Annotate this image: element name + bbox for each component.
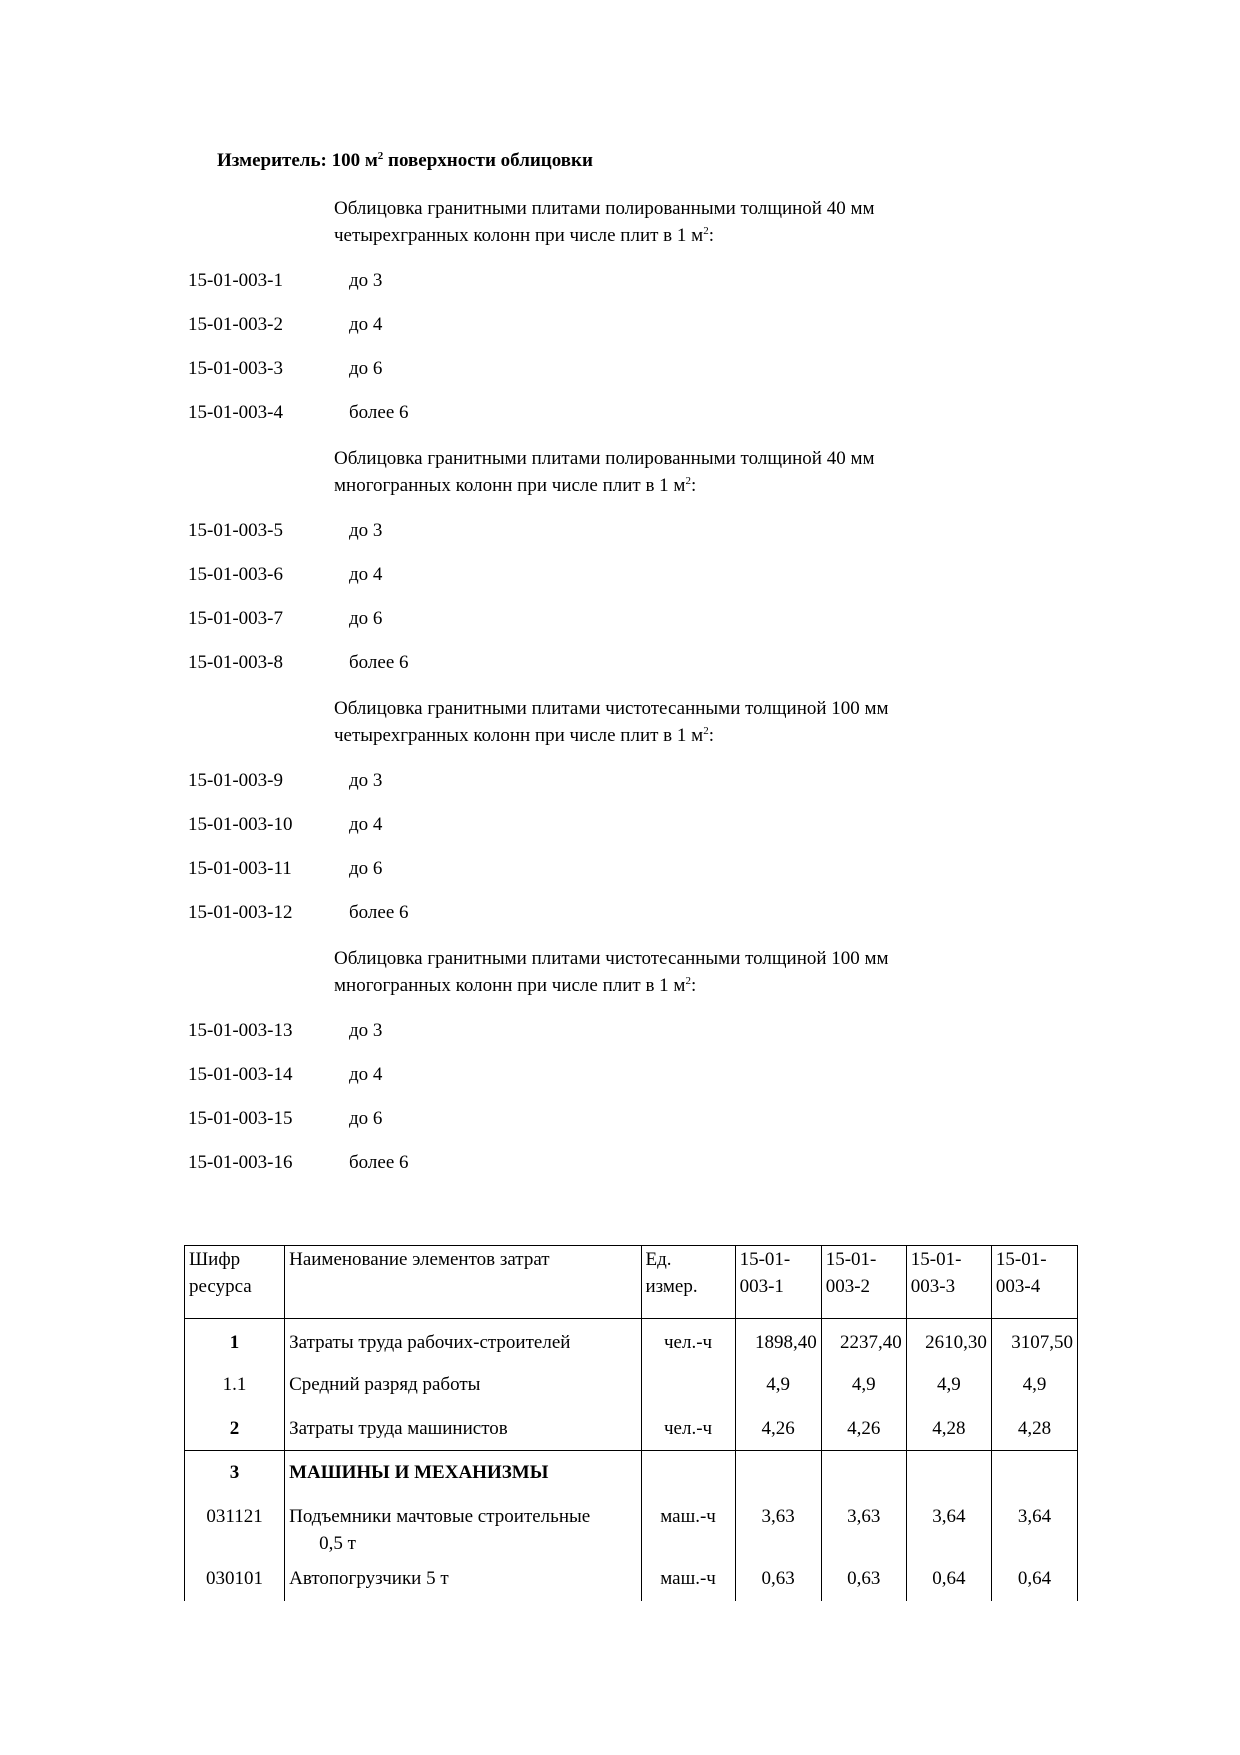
row-name: Автопогрузчики 5 т bbox=[285, 1557, 641, 1601]
item-label: до 6 bbox=[349, 358, 383, 379]
item-label: более 6 bbox=[349, 1152, 409, 1173]
row-unit bbox=[641, 1363, 735, 1407]
item-code: 15-01-003-13 bbox=[188, 1020, 293, 1041]
row-unit: чел.-ч bbox=[641, 1319, 735, 1363]
row-name: Затраты труда машинистов bbox=[285, 1407, 641, 1451]
item-label: до 4 bbox=[349, 814, 383, 835]
item-label: более 6 bbox=[349, 402, 409, 423]
group-title: Облицовка гранитными плитами полированными толщиной 40 мм многогранных колонн при числе плит в 1 $м^2$: bbox=[334, 448, 875, 496]
row-value: 4,26 bbox=[735, 1407, 821, 1451]
header-code: Шифр ресурса bbox=[185, 1246, 285, 1319]
item-code: 15-01-003-2 bbox=[188, 314, 283, 335]
row-value: 4,28 bbox=[906, 1407, 991, 1451]
row-code: 030101 bbox=[185, 1557, 285, 1601]
row-code: 3 bbox=[185, 1451, 285, 1495]
table-row bbox=[185, 1363, 1078, 1407]
row-value bbox=[991, 1451, 1077, 1495]
item-label: более 6 bbox=[349, 652, 409, 673]
item-label: до 3 bbox=[349, 520, 383, 541]
group-title: Облицовка гранитными плитами чистотесанными толщиной 100 мм четырехгранных колонн при числе плит в 1 $м^2$: bbox=[334, 698, 889, 746]
row-unit: чел.-ч bbox=[641, 1407, 735, 1451]
table-header-row bbox=[185, 1246, 1078, 1319]
table-row bbox=[185, 1557, 1078, 1601]
table-row bbox=[185, 1451, 1078, 1495]
row-value bbox=[735, 1451, 821, 1495]
table-row bbox=[185, 1319, 1078, 1363]
item-code: 15-01-003-15 bbox=[188, 1108, 293, 1129]
row-value: 4,28 bbox=[991, 1407, 1077, 1451]
item-code: 15-01-003-12 bbox=[188, 902, 293, 923]
row-name: Подъемники мачтовые строительные 0,5 т bbox=[285, 1495, 641, 1557]
row-value: 0,64 bbox=[991, 1557, 1077, 1601]
row-value: 0,63 bbox=[821, 1557, 906, 1601]
row-value: 2610,30 bbox=[906, 1319, 991, 1363]
row-value: 4,9 bbox=[821, 1363, 906, 1407]
row-value: 3107,50 bbox=[991, 1319, 1077, 1363]
item-code: 15-01-003-10 bbox=[188, 814, 293, 835]
item-code: 15-01-003-16 bbox=[188, 1152, 293, 1173]
row-value: 4,26 bbox=[821, 1407, 906, 1451]
header-col-4: 15-01- 003-4 bbox=[991, 1246, 1077, 1319]
row-value: 3,63 bbox=[735, 1495, 821, 1557]
item-label: более 6 bbox=[349, 902, 409, 923]
item-label: до 3 bbox=[349, 270, 383, 291]
header-col-2: 15-01- 003-2 bbox=[821, 1246, 906, 1319]
item-label: до 4 bbox=[349, 564, 383, 585]
row-unit: маш.-ч bbox=[641, 1495, 735, 1557]
item-code: 15-01-003-7 bbox=[188, 608, 283, 629]
item-code: 15-01-003-11 bbox=[188, 858, 292, 879]
row-code: 1 bbox=[185, 1319, 285, 1363]
row-name: МАШИНЫ И МЕХАНИЗМЫ bbox=[285, 1451, 641, 1495]
row-unit bbox=[641, 1451, 735, 1495]
row-value: 0,64 bbox=[906, 1557, 991, 1601]
measure-unit: Измеритель: 100 $м^2$ поверхности облицовки bbox=[217, 150, 593, 171]
item-label: до 4 bbox=[349, 1064, 383, 1085]
item-code: 15-01-003-3 bbox=[188, 358, 283, 379]
header-col-3: 15-01- 003-3 bbox=[906, 1246, 991, 1319]
row-value: 2237,40 bbox=[821, 1319, 906, 1363]
item-label: до 6 bbox=[349, 858, 383, 879]
item-label: до 6 bbox=[349, 608, 383, 629]
header-col-1: 15-01- 003-1 bbox=[735, 1246, 821, 1319]
item-label: до 3 bbox=[349, 770, 383, 791]
item-label: до 3 bbox=[349, 1020, 383, 1041]
item-code: 15-01-003-1 bbox=[188, 270, 283, 291]
item-code: 15-01-003-4 bbox=[188, 402, 283, 423]
item-code: 15-01-003-8 bbox=[188, 652, 283, 673]
item-code: 15-01-003-9 bbox=[188, 770, 283, 791]
table-row bbox=[185, 1495, 1078, 1557]
item-label: до 4 bbox=[349, 314, 383, 335]
item-code: 15-01-003-14 bbox=[188, 1064, 293, 1085]
group-title: Облицовка гранитными плитами чистотесанными толщиной 100 мм многогранных колонн при числе плит в 1 $м^2$: bbox=[334, 948, 889, 996]
row-value: 0,63 bbox=[735, 1557, 821, 1601]
row-code: 2 bbox=[185, 1407, 285, 1451]
resource-table bbox=[184, 1245, 1078, 1601]
row-value: 1898,40 bbox=[735, 1319, 821, 1363]
row-value: 4,9 bbox=[735, 1363, 821, 1407]
table-row bbox=[185, 1407, 1078, 1451]
row-value: 3,63 bbox=[821, 1495, 906, 1557]
item-code: 15-01-003-6 bbox=[188, 564, 283, 585]
row-value: 3,64 bbox=[991, 1495, 1077, 1557]
row-name: Средний разряд работы bbox=[285, 1363, 641, 1407]
row-unit: маш.-ч bbox=[641, 1557, 735, 1601]
row-value: 3,64 bbox=[906, 1495, 991, 1557]
row-code: 031121 bbox=[185, 1495, 285, 1557]
item-label: до 6 bbox=[349, 1108, 383, 1129]
item-code: 15-01-003-5 bbox=[188, 520, 283, 541]
row-code: 1.1 bbox=[185, 1363, 285, 1407]
group-title: Облицовка гранитными плитами полированными толщиной 40 мм четырехгранных колонн при числе плит в 1 $м^2$: bbox=[334, 198, 875, 246]
row-value: 4,9 bbox=[991, 1363, 1077, 1407]
row-name: Затраты труда рабочих-строителей bbox=[285, 1319, 641, 1363]
header-name: Наименование элементов затрат bbox=[285, 1246, 641, 1319]
header-unit: Ед. измер. bbox=[641, 1246, 735, 1319]
row-value bbox=[821, 1451, 906, 1495]
row-value: 4,9 bbox=[906, 1363, 991, 1407]
row-value bbox=[906, 1451, 991, 1495]
